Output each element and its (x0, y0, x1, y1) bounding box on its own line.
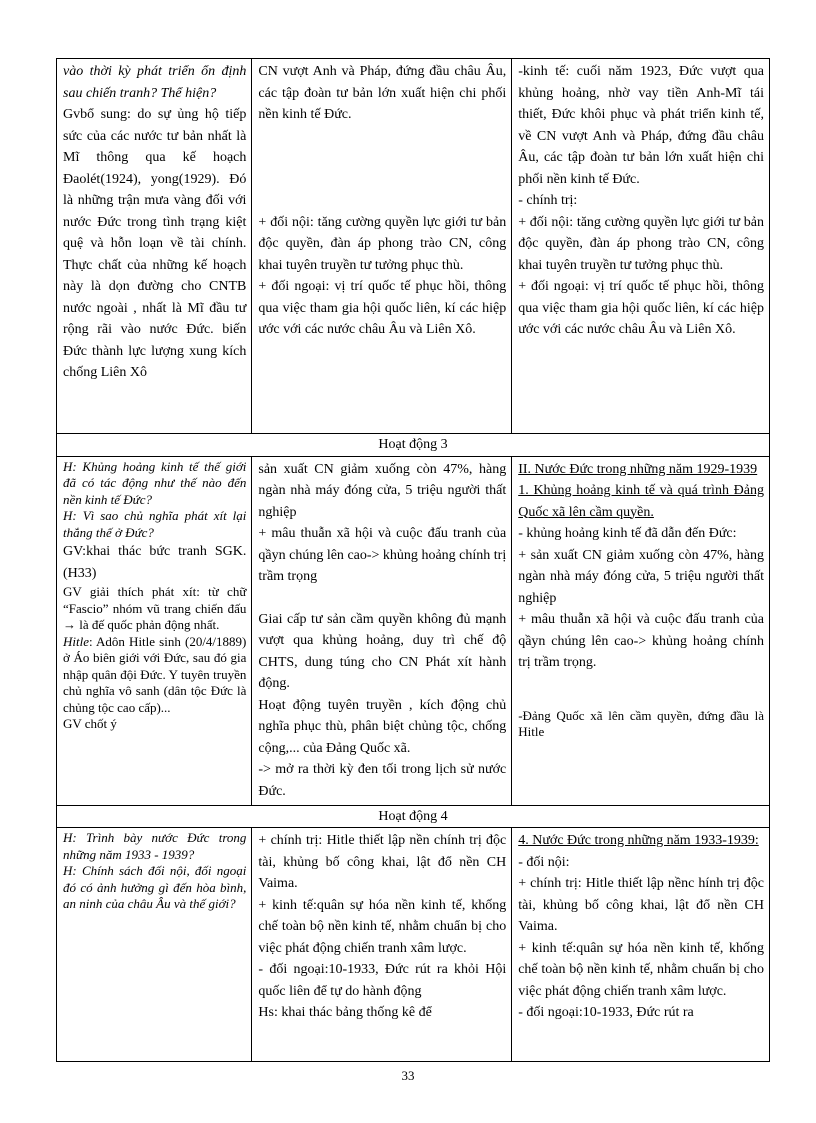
question-text: H: Khủng hoảng kinh tế thế giới đã có tác động như thế nào đến nền kinh tế Đức? (63, 458, 247, 507)
activity-cell (252, 59, 512, 434)
table-row (57, 59, 770, 434)
section-title: Hoạt động 4 (57, 805, 770, 828)
question-text: vào thời kỳ phát triển ổn định sau chiến tranh? Thể hiện? (63, 64, 247, 101)
content-text: + đối ngoại: vị trí quốc tế phục hồi, thông qua việc tham gia hội quốc liên, kí các hiệp ước với các nước châu Âu và Liên Xô. (518, 279, 764, 337)
activity-text: Hoạt động tuyên truyền , kích động chủ nghĩa phục thù, phân biệt chủng tộc, chống cộng,... của Đảng Quốc xã. (258, 697, 507, 756)
table-row (57, 456, 770, 805)
content-text: + đối nội: tăng cường quyền lực giới tư bản độc quyền, đàn áp phong trào CN, công khai tuyên truyền tư tưởng phục thù. (518, 214, 764, 273)
teacher-note: GV chốt ý (63, 716, 117, 731)
question-text: H: Vì sao chủ nghĩa phát xít lại thắng thế ở Đức? (63, 508, 247, 540)
content-text: + mâu thuẫn xã hội và cuộc đấu tranh của qầyn chúng lên cao-> khủng hoảng chính trị trầm trọng. (518, 612, 764, 670)
content-text: -kinh tế: cuối năm 1923, Đức vượt qua khủng hoảng, nhờ vay tiền Anh-Mĩ tái thiết, Đức khôi phục và phát triển kinh tế, về CN vượt Anh và Pháp, đứng đầu châu Âu, các tập đoàn tư bản lớn xuất hiện chi phối nền kinh tế Đức. (518, 64, 764, 187)
content-text: + chính trị: Hitle thiết lập nềnc hính trị độc tài, khủng bố công khai, lật đổ nền CH Vaima. (518, 876, 764, 934)
question-cell (57, 456, 252, 805)
activity-cell (252, 456, 512, 805)
question-cell (57, 828, 252, 1062)
activity-text: - đối ngoại:10-1933, Đức rút ra khỏi Hội quốc liên để tự do hành động (258, 962, 507, 999)
hitle-text: : Adôn Hitle sinh (20/4/1889) ở Áo biên giới với Đức, sau đó gia nhập quân đội Đức. Y tuyên truyền chủ nghĩa vô sanh (dân tộc Đức là chủng tộc cao cấp)... (63, 633, 247, 715)
page-number: 33 (401, 1068, 415, 1083)
activity-text: sản xuất CN giảm xuống còn 47%, hàng ngàn nhà máy đóng cửa, 5 triệu người thất nghiệp (258, 461, 507, 520)
section-row (57, 434, 770, 457)
content-cell (512, 456, 770, 805)
content-text: - đối nội: (518, 854, 570, 870)
content-text: + kinh tế:quân sự hóa nền kinh tế, khống chế toàn bộ nền kinh tế, nhằm chuẩn bị cho việc phát động chiến tranh xâm lược. (518, 940, 764, 999)
section-heading: 4. Nước Đức trong những năm 1933-1939: (518, 833, 759, 848)
hitle-label: Hitle (63, 633, 89, 649)
content-cell (512, 828, 770, 1062)
section-heading: 1. Khủng hoảng kinh tế và quá trình Đảng Quốc xã lên cầm quyền. (518, 483, 764, 520)
activity-text: Hs: khai thác bảng thống kê để (258, 1005, 432, 1020)
activity-text: + chính trị: Hitle thiết lập nền chính trị độc tài, khủng bố công khai, lật đổ nền CH Vaima. (258, 833, 507, 891)
question-cell (57, 59, 252, 434)
content-text: - đối ngoại:10-1933, Đức rút ra (518, 1005, 694, 1020)
activity-text: -> mở ra thời kỳ đen tối trong lịch sử nước Đức. (258, 762, 507, 799)
activity-text: + đối ngoại: vị trí quốc tế phục hồi, thông qua việc tham gia hội quốc liên, kí các hiệp ước với các nước châu Âu và Liên Xô. (258, 279, 507, 337)
content-text: - khủng hoảng kinh tế đã dẫn đến Đức: (518, 526, 737, 541)
activity-text: + kinh tế:quân sự hóa nền kinh tế, khống chế toàn bộ nền kinh tế, nhằm chuẩn bị cho việc phát động chiến tranh xâm lược. (258, 897, 507, 956)
question-text: H: Trình bày nước Đức trong những năm 1933 - 1939? (63, 830, 247, 862)
activity-cell (252, 828, 512, 1062)
lesson-table (56, 58, 770, 1062)
content-text: -Đảng Quốc xã lên cầm quyền, đứng đầu là Hitle (518, 707, 764, 739)
content-text: + sản xuất CN giảm xuống còn 47%, hàng ngàn nhà máy đóng cửa, 5 triệu người thất nghiệp (518, 547, 764, 606)
teacher-note: GV:khai thác bức tranh SGK.(H33) (63, 544, 247, 581)
activity-text: Giai cấp tư sản cầm quyền không đủ mạnh vượt qua khủng hoảng, duy trì chế độ CHTS, dung túng cho CN Phát xít hành động. (258, 611, 507, 691)
activity-text: + đối nội: tăng cường quyền lực giới tư bản độc quyền, đàn áp phong trào CN, công khai tuyên truyền tư tưởng phục thù. (258, 214, 507, 273)
activity-text: + mâu thuẫn xã hội và cuộc đấu tranh của qầyn chúng lên cao-> khủng hoảng chính trị trầm trọng (258, 526, 507, 584)
teacher-note (63, 634, 246, 717)
teacher-note: GV giải thích phát xít: từ chữ “Fascio” nhóm vũ trang chiến đấu → là đế quốc phản động nhất. (63, 584, 247, 632)
question-text: H: Chính sách đối nội, đối ngoại đó có ảnh hưởng gì đến hòa bình, an ninh của châu Âu và thế giới? (63, 863, 247, 911)
content-text: - chính trị: (518, 193, 578, 208)
content-cell (512, 59, 770, 434)
table-row (57, 828, 770, 1062)
teacher-note: Gvbổ sung: do sự ủng hộ tiếp sức của các nước tư bản nhất là Mĩ thông qua kế hoạch Đaolét(1924), yong(1929). Đó là những trận mưa vàng đối với nước Đức trong tình trạng kiệt quệ và hỗn loạn về tài chính. Thực chất của những kế hoạch này là dọn đường cho CNTB nước ngoài , nhất là Mĩ đầu tư rộng rãi vào nước Đức. biến Đức thành lực lượng xung kích chống Liên Xô (63, 107, 247, 380)
activity-text: CN vượt Anh và Pháp, đứng đầu châu Âu, các tập đoàn tư bản lớn xuất hiện chi phối nền kinh tế Đức. (258, 64, 507, 122)
section-heading: II. Nước Đức trong những năm 1929-1939 (518, 461, 758, 477)
section-row (57, 805, 770, 828)
section-title: Hoạt động 3 (57, 434, 770, 457)
